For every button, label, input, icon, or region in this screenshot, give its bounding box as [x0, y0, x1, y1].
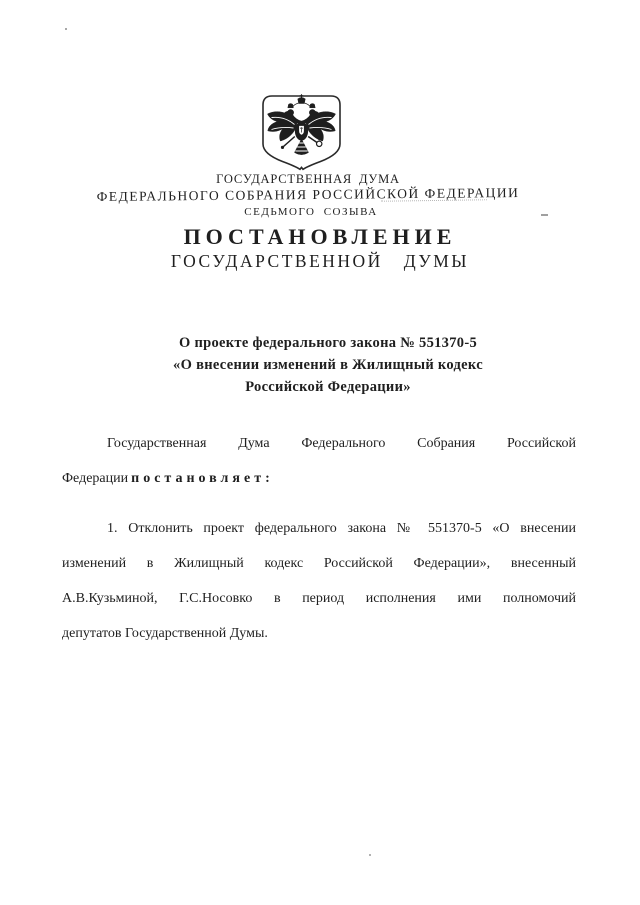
scan-speck [369, 854, 371, 856]
scan-artifact-dotted-line [381, 199, 487, 201]
paragraph1-line1: Государственная Дума Федерального Собрания Российской [107, 436, 576, 451]
paragraph2-line1: 1. Отклонить проект федерального закона № 551370-5 «О внесении [107, 521, 576, 536]
paragraph2-line2: изменений в Жилищный кодекс Российской Федерации», внесенный [62, 556, 576, 571]
org-name-line1: ГОСУДАРСТВЕННАЯ ДУМА [216, 172, 400, 186]
org-name-line2: ФЕДЕРАЛЬНОГО СОБРАНИЯ РОССИЙСКОЙ ФЕДЕРАЦИИ [96, 184, 520, 205]
subject-line-1: О проекте федерального закона № 551370-5 [178, 335, 478, 351]
scan-artifact-dash [541, 214, 548, 216]
subject-line-2: «О внесении изменений в Жилищный кодекс [173, 357, 483, 373]
document-issuer-title: ГОСУДАРСТВЕННОЙ ДУМЫ [170, 251, 470, 271]
org-convocation-line: СЕДЬМОГО СОЗЫВА [244, 206, 378, 218]
paragraph1-line2-text: Федерации [62, 471, 129, 486]
paragraph2-line4: депутатов Государственной Думы. [62, 626, 268, 641]
document-body [62, 426, 576, 651]
scan-speck [65, 28, 67, 30]
russia-coat-of-arms-icon [261, 91, 342, 172]
document-type-title: ПОСТАНОВЛЕНИЕ [183, 224, 457, 249]
document-subject-block [70, 332, 586, 398]
paragraph2-line3: А.В.Кузьминой, Г.С.Носовко в период исполнения ими полномочий [62, 591, 576, 606]
paragraph1-line2 [62, 461, 576, 496]
subject-line-3: Российской Федерации» [245, 379, 411, 395]
resolves-keyword: постановляет: [131, 471, 274, 486]
